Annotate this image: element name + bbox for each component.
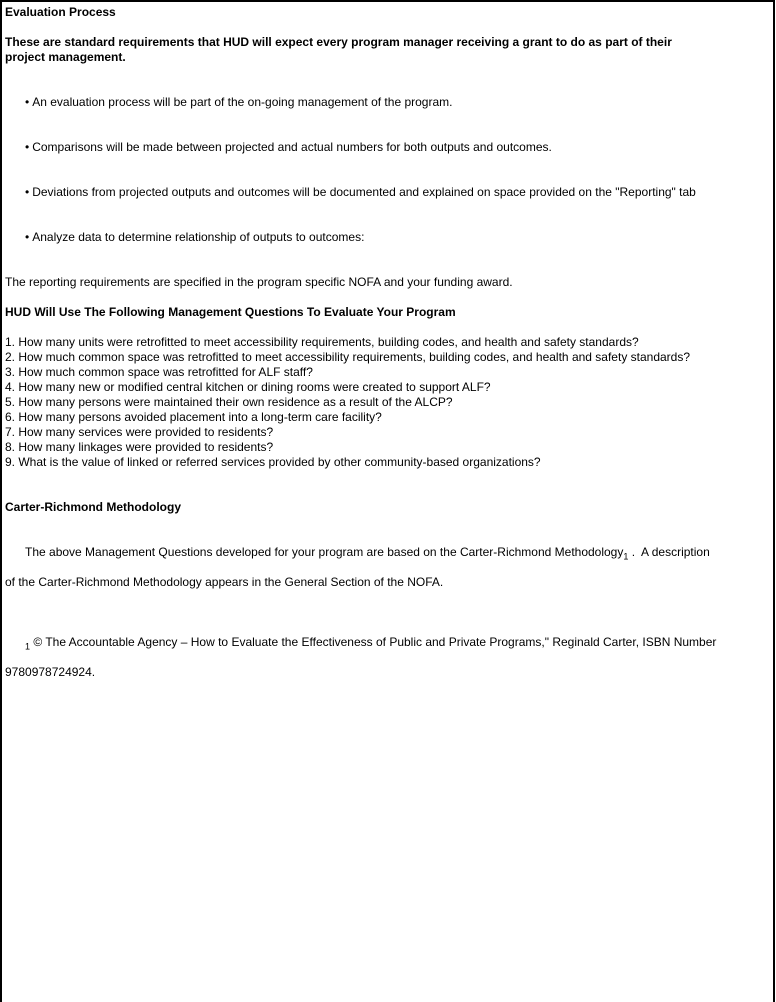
- requirements-bullet-list: [5, 80, 769, 260]
- bullet-item: [5, 125, 769, 170]
- bullet-marker: •: [25, 95, 30, 109]
- blank-line: [5, 470, 769, 500]
- footnote-text: © The Accountable Agency – How to Evaluate the Effectiveness of Public and Private Programs," Reginald Carter, ISBN Number: [30, 635, 717, 649]
- carter-para-text: The above Management Questions developed for your program are based on the Carter-Richmond Methodology: [25, 545, 624, 559]
- bullet-item: [5, 170, 769, 215]
- bullet-text: Deviations from projected outputs and outcomes will be documented and explained on space provided on the "Reporting" tab: [32, 185, 696, 199]
- bullet-text: Analyze data to determine relationship of outputs to outcomes:: [32, 230, 365, 244]
- page-title: Evaluation Process: [5, 5, 116, 19]
- bullet-marker: •: [25, 230, 30, 244]
- question-item: 9. What is the value of linked or referred services provided by other community-based organizations?: [5, 455, 541, 469]
- footnote-line-2: 9780978724924.: [5, 665, 96, 679]
- blank-line: [5, 65, 769, 80]
- question-item: 5. How many persons were maintained their own residence as a result of the ALCP?: [5, 395, 453, 409]
- question-item: 7. How many services were provided to residents?: [5, 425, 274, 439]
- management-questions-list: [5, 335, 769, 470]
- footnote-reference-marker: 1: [623, 551, 629, 562]
- bullet-item: [5, 80, 769, 125]
- question-item: 3. How much common space was retrofitted for ALF staff?: [5, 365, 313, 379]
- intro-line-1: These are standard requirements that HUD will expect every program manager receiving a grant to do as part of their: [5, 35, 672, 49]
- carter-paragraph: [5, 530, 769, 590]
- carter-para-text: . A description: [628, 545, 710, 559]
- blank-line: [5, 260, 769, 275]
- bullet-item: [5, 215, 769, 260]
- question-item: 8. How many linkages were provided to residents?: [5, 440, 274, 454]
- carter-para-line-1: [5, 530, 769, 575]
- bullet-marker: •: [25, 185, 30, 199]
- question-item: 1. How many units were retrofitted to meet accessibility requirements, building codes, and health and safety standards?: [5, 335, 639, 349]
- intro-paragraph: [5, 35, 769, 65]
- questions-heading: HUD Will Use The Following Management Questions To Evaluate Your Program: [5, 305, 456, 319]
- blank-line: [5, 20, 769, 35]
- bullet-marker: •: [25, 140, 30, 154]
- bullet-text: An evaluation process will be part of the on-going management of the program.: [32, 95, 453, 109]
- blank-line: [5, 590, 769, 620]
- carter-heading: Carter-Richmond Methodology: [5, 500, 181, 514]
- blank-line: [5, 320, 769, 335]
- question-item: 2. How much common space was retrofitted to meet accessibility requirements, building codes, and health and safety standards?: [5, 350, 691, 364]
- footnote-line-1: [5, 620, 769, 665]
- footnote-marker: 1: [25, 641, 31, 652]
- question-item: 6. How many persons avoided placement into a long-term care facility?: [5, 410, 382, 424]
- blank-line: [5, 290, 769, 305]
- reporting-note: The reporting requirements are specified in the program specific NOFA and your funding award.: [5, 275, 513, 289]
- bullet-text: Comparisons will be made between projected and actual numbers for both outputs and outcomes.: [32, 140, 552, 154]
- question-item: 4. How many new or modified central kitchen or dining rooms were created to support ALF?: [5, 380, 491, 394]
- carter-para-line-2: of the Carter-Richmond Methodology appears in the General Section of the NOFA.: [5, 575, 444, 589]
- intro-line-2: project management.: [5, 50, 126, 64]
- blank-line: [5, 515, 769, 530]
- footnote: [5, 620, 769, 680]
